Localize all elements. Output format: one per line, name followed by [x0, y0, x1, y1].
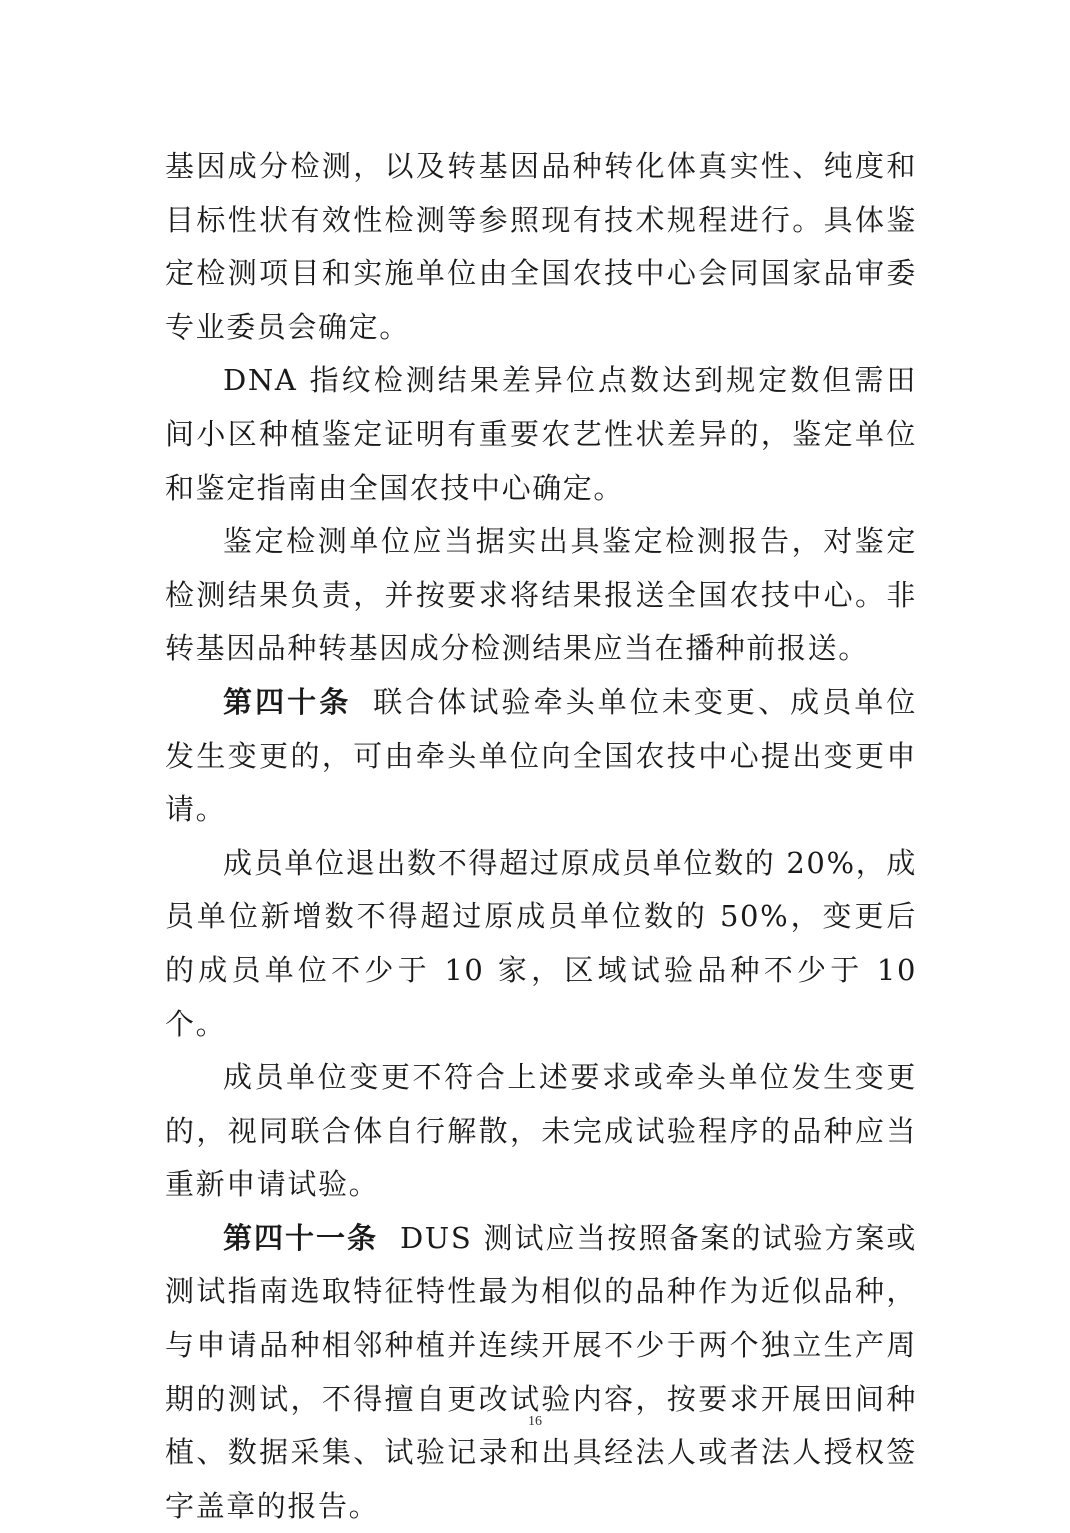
- paragraph-6-text: 成员单位变更不符合上述要求或牵头单位发生变更的，视同联合体自行解散，未完成试验程序的品种应当重新申请试验。: [165, 1060, 917, 1202]
- paragraph-1-text: 基因成分检测，以及转基因品种转化体真实性、纯度和目标性状有效性检测等参照现有技术规程进行。具体鉴定检测项目和实施单位由全国农技中心会同国家品审委专业委员会确定。: [165, 149, 917, 344]
- article-41-paragraph: [165, 1212, 917, 1533]
- page-number: 16: [528, 1414, 542, 1429]
- paragraph-6: [165, 1051, 917, 1212]
- paragraph-2: [165, 354, 917, 515]
- article-40-paragraph: [165, 676, 917, 837]
- article-40-text: 联合体试验牵头单位未变更、成员单位发生变更的，可由牵头单位向全国农技中心提出变更申请。: [165, 684, 917, 827]
- paragraph-5: [165, 837, 917, 1051]
- article-40-number: 第四十条: [223, 684, 352, 719]
- document-body: [165, 140, 917, 1533]
- paragraph-3: [165, 515, 917, 676]
- paragraph-3-text: 鉴定检测单位应当据实出具鉴定检测报告，对鉴定检测结果负责，并按要求将结果报送全国农技中心。非转基因品种转基因成分检测结果应当在播种前报送。: [165, 524, 917, 666]
- paragraph-5-text: 成员单位退出数不得超过原成员单位数的 20%，成员单位新增数不得超过原成员单位数的 50%，变更后的成员单位不少于 10 家，区域试验品种不少于 10 个。: [165, 845, 917, 1041]
- article-41-text: DUS 测试应当按照备案的试验方案或测试指南选取特征特性最为相似的品种作为近似品种，与申请品种相邻种植并连续开展不少于两个独立生产周期的测试，不得擅自更改试验内容，按要求开展田间种植、数据采集、试验记录和出具经法人或者法人授权签字盖章的报告。: [165, 1220, 917, 1523]
- paragraph-2-text: DNA 指纹检测结果差异位点数达到规定数但需田间小区种植鉴定证明有重要农艺性状差异的，鉴定单位和鉴定指南由全国农技中心确定。: [165, 363, 917, 505]
- paragraph-1: [165, 140, 917, 354]
- article-41-number: 第四十一条: [223, 1220, 378, 1255]
